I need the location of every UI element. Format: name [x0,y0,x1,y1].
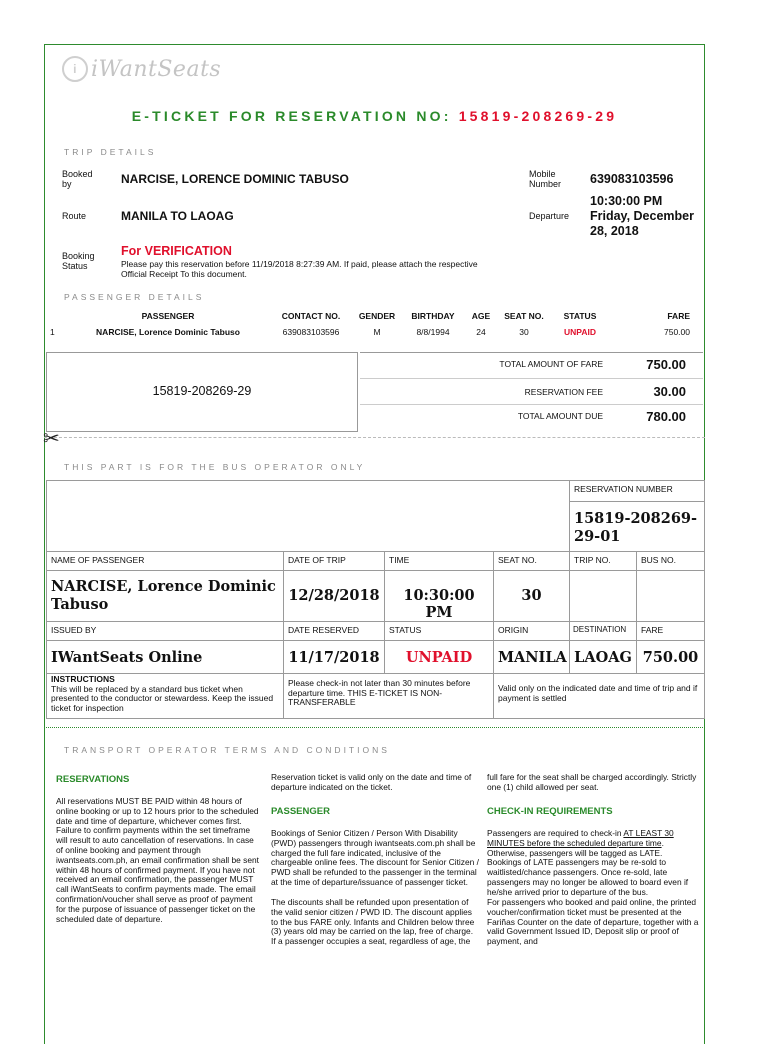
departure-label: Departure [529,211,570,221]
reservation-number: 15819-208269-29 [458,108,618,124]
tripno-value [569,570,637,622]
col-passenger: PASSENGER [141,311,195,321]
issued-label: ISSUED BY [46,621,284,641]
scissors-icon: ✂ [43,428,60,450]
child-seat-text: full fare for the seat shall be charged accordingly. Strictly one (1) child allowed per seat. [487,772,697,792]
logo-icon: i [62,56,88,82]
departure-date: Friday, December 28, 2018 [590,209,694,238]
terms-section-title: TRANSPORT OPERATOR TERMS AND CONDITIONS [64,745,390,755]
busno-label: BUS NO. [636,551,705,571]
name-label: NAME OF PASSENGER [46,551,284,571]
reservation-validity-text: Reservation ticket is valid only on the date and time of departure indicated on the ticket. [271,772,472,792]
eticket-title [44,108,705,124]
col-seat: SEAT NO. [504,311,544,321]
fare-value: 750.00 [636,640,705,674]
seat-label: SEAT NO. [493,551,570,571]
logo [62,56,221,82]
cut-line [44,437,705,438]
row-name: NARCISE, Lorence Dominic Tabuso [96,327,240,337]
row-birthday: 8/8/1994 [416,327,450,337]
operator-blank-cell [46,480,570,552]
issued-value: IWantSeats Online [46,640,284,674]
checkin-title: CHECK-IN REQUIREMENTS [487,806,613,817]
barcode-box [46,352,358,432]
passenger-section-title: PASSENGER DETAILS [64,292,205,302]
row-contact: 639083103596 [282,327,340,337]
instructions-cell [46,673,284,719]
reserved-label: DATE RESERVED [283,621,385,641]
mobile-label: Mobile Number [529,169,562,189]
totals-line-2 [360,404,703,405]
trip-section-title: TRIP DETAILS [64,147,157,157]
passenger-table-header [48,308,698,324]
total-fare-label: TOTAL AMOUNT OF FARE [499,359,603,369]
status-value: UNPAID [384,640,494,674]
col-fare: FARE [667,311,690,321]
resno-value: 15819-208269-29-01 [569,501,705,552]
passenger-table [48,308,698,340]
barcode-number: 15819-208269-29 [152,384,252,398]
instructions-title: INSTRUCTIONS [51,674,115,684]
resno-label: RESERVATION NUMBER [569,480,705,502]
route-value: MANILA TO LAOAG [121,209,234,223]
reservation-fee-label: RESERVATION FEE [524,387,603,397]
dest-value: LAOAG [569,640,637,674]
reservations-text: All reservations MUST BE PAID within 48 hours of online booking or up to 12 hours prior to the scheduled date and time of departure, whichever comes first. Failure to confirm payments within the set timeframe will result to auto cancellation of reservations. In case of online booking and payment through iwantseats.com.ph, an email confirmation shall be sent within 48 hours of confirmed payment. If you have not received an email confirmation, the passenger MUST call iWantSeats to confirm payments made. The email confirmation/voucher shall serve as proof of payment for the purpose of issuance of passenger ticket on the scheduled date of departure. [56,796,259,924]
date-value: 12/28/2018 [283,570,385,622]
total-fare-value: 750.00 [646,357,686,372]
booking-status-value: For VERIFICATION [121,244,232,258]
totals-top-line [360,352,703,353]
name-value: NARCISE, Lorence Dominic Tabuso [46,570,284,622]
passenger-text-1: Bookings of Senior Citizen / Person With Disability (PWD) passengers through iwantseats.com.ph shall be charged the full fare indicated, inclusive of the chargeable online fees. The discount for Senior Citizen / PWD shall be refunded to the passenger in the terminal at the time of departure/issuance of passenger ticket. [271,828,479,887]
checkin-text-underlined: AT LEAST 30 MINUTES before the scheduled departure time [487,828,674,848]
row-gender: M [373,327,381,337]
seat-value: 30 [493,570,570,622]
terms-divider [44,727,705,728]
col-gender: GENDER [358,311,396,321]
operator-section-title: THIS PART IS FOR THE BUS OPERATOR ONLY [64,462,366,472]
status-label: STATUS [384,621,494,641]
row-age: 24 [476,327,486,337]
passenger-title: PASSENGER [271,806,330,817]
busno-value [636,570,705,622]
reservations-title: RESERVATIONS [56,774,130,785]
row-fare: 750.00 [664,327,690,337]
row-status: UNPAID [564,327,596,337]
tripno-label: TRIP NO. [569,551,637,571]
origin-label: ORIGIN [493,621,570,641]
total-due-value: 780.00 [646,409,686,424]
reserved-value: 11/17/2018 [283,640,385,674]
time-value: 10:30:00 PM [384,570,494,622]
table-row [48,324,698,340]
mobile-value: 639083103596 [590,172,674,186]
row-seat: 30 [519,327,529,337]
booked-by-label: Booked by [62,169,93,189]
reservation-fee-value: 30.00 [653,384,686,399]
checkin-text-2: For passengers who booked and paid online, the printed voucher/confirmation ticket must be presented at the Fariñas Counter on the date of departure, together with a valid Government Issued ID, Deposit slip or proof of payment, and [487,897,699,947]
passenger-text-2: The discounts shall be refunded upon presentation of the valid senior citizen / PWD ID. The discount applies to the bus FARE only. Infants and Children below three (3) years old may be carried on the lap, free of charge. If a passenger occupies a seat, regardless of age, the [271,897,475,947]
total-due-label: TOTAL AMOUNT DUE [517,411,603,421]
totals-line-1 [360,378,703,379]
dest-label: DESTINATION [569,621,637,641]
date-label: DATE OF TRIP [283,551,385,571]
fare-label: FARE [636,621,705,641]
col-contact: CONTACT NO. [281,311,341,321]
booked-by-value: NARCISE, LORENCE DOMINIC TABUSO [121,172,349,186]
departure-time: 10:30:00 PM [590,194,663,208]
instructions-text-3: Valid only on the indicated date and time of trip and if payment is settled [493,673,705,719]
instructions-text-2: Please check-in not later than 30 minutes before departure time. THIS E-TICKET IS NON-TRANSFERABLE [283,673,494,719]
checkin-text-post: . Otherwise, passengers will be tagged as LATE. Bookings of LATE passengers may be re-sold to waitlisted/chance passengers. Once re-sold, late passengers may no longer be allowed to board even if he/she arrived prior to departure of the bus. [487,837,689,897]
checkin-text-1 [487,829,699,898]
col-age: AGE [471,311,491,321]
time-label: TIME [384,551,494,571]
eticket-prefix: E-TICKET FOR RESERVATION NO: [131,108,452,124]
checkin-text-pre: Passengers are required to check-in [487,828,624,838]
instructions-text-1: This will be replaced by a standard bus ticket when presented to the conductor or stewardess. Keep the issued ticket for inspection [51,683,274,713]
col-status: STATUS [563,311,597,321]
booking-status-note: Please pay this reservation before 11/19/2018 8:27:39 AM. If paid, please attach the respective Official Receipt To this document. [121,259,478,279]
logo-text: iWantSeats [91,56,222,82]
origin-value: MANILA [493,640,570,674]
row-index: 1 [50,327,55,337]
booking-status-label: Booking Status [62,251,95,271]
col-birthday: BIRTHDAY [411,311,455,321]
route-label: Route [62,211,87,221]
